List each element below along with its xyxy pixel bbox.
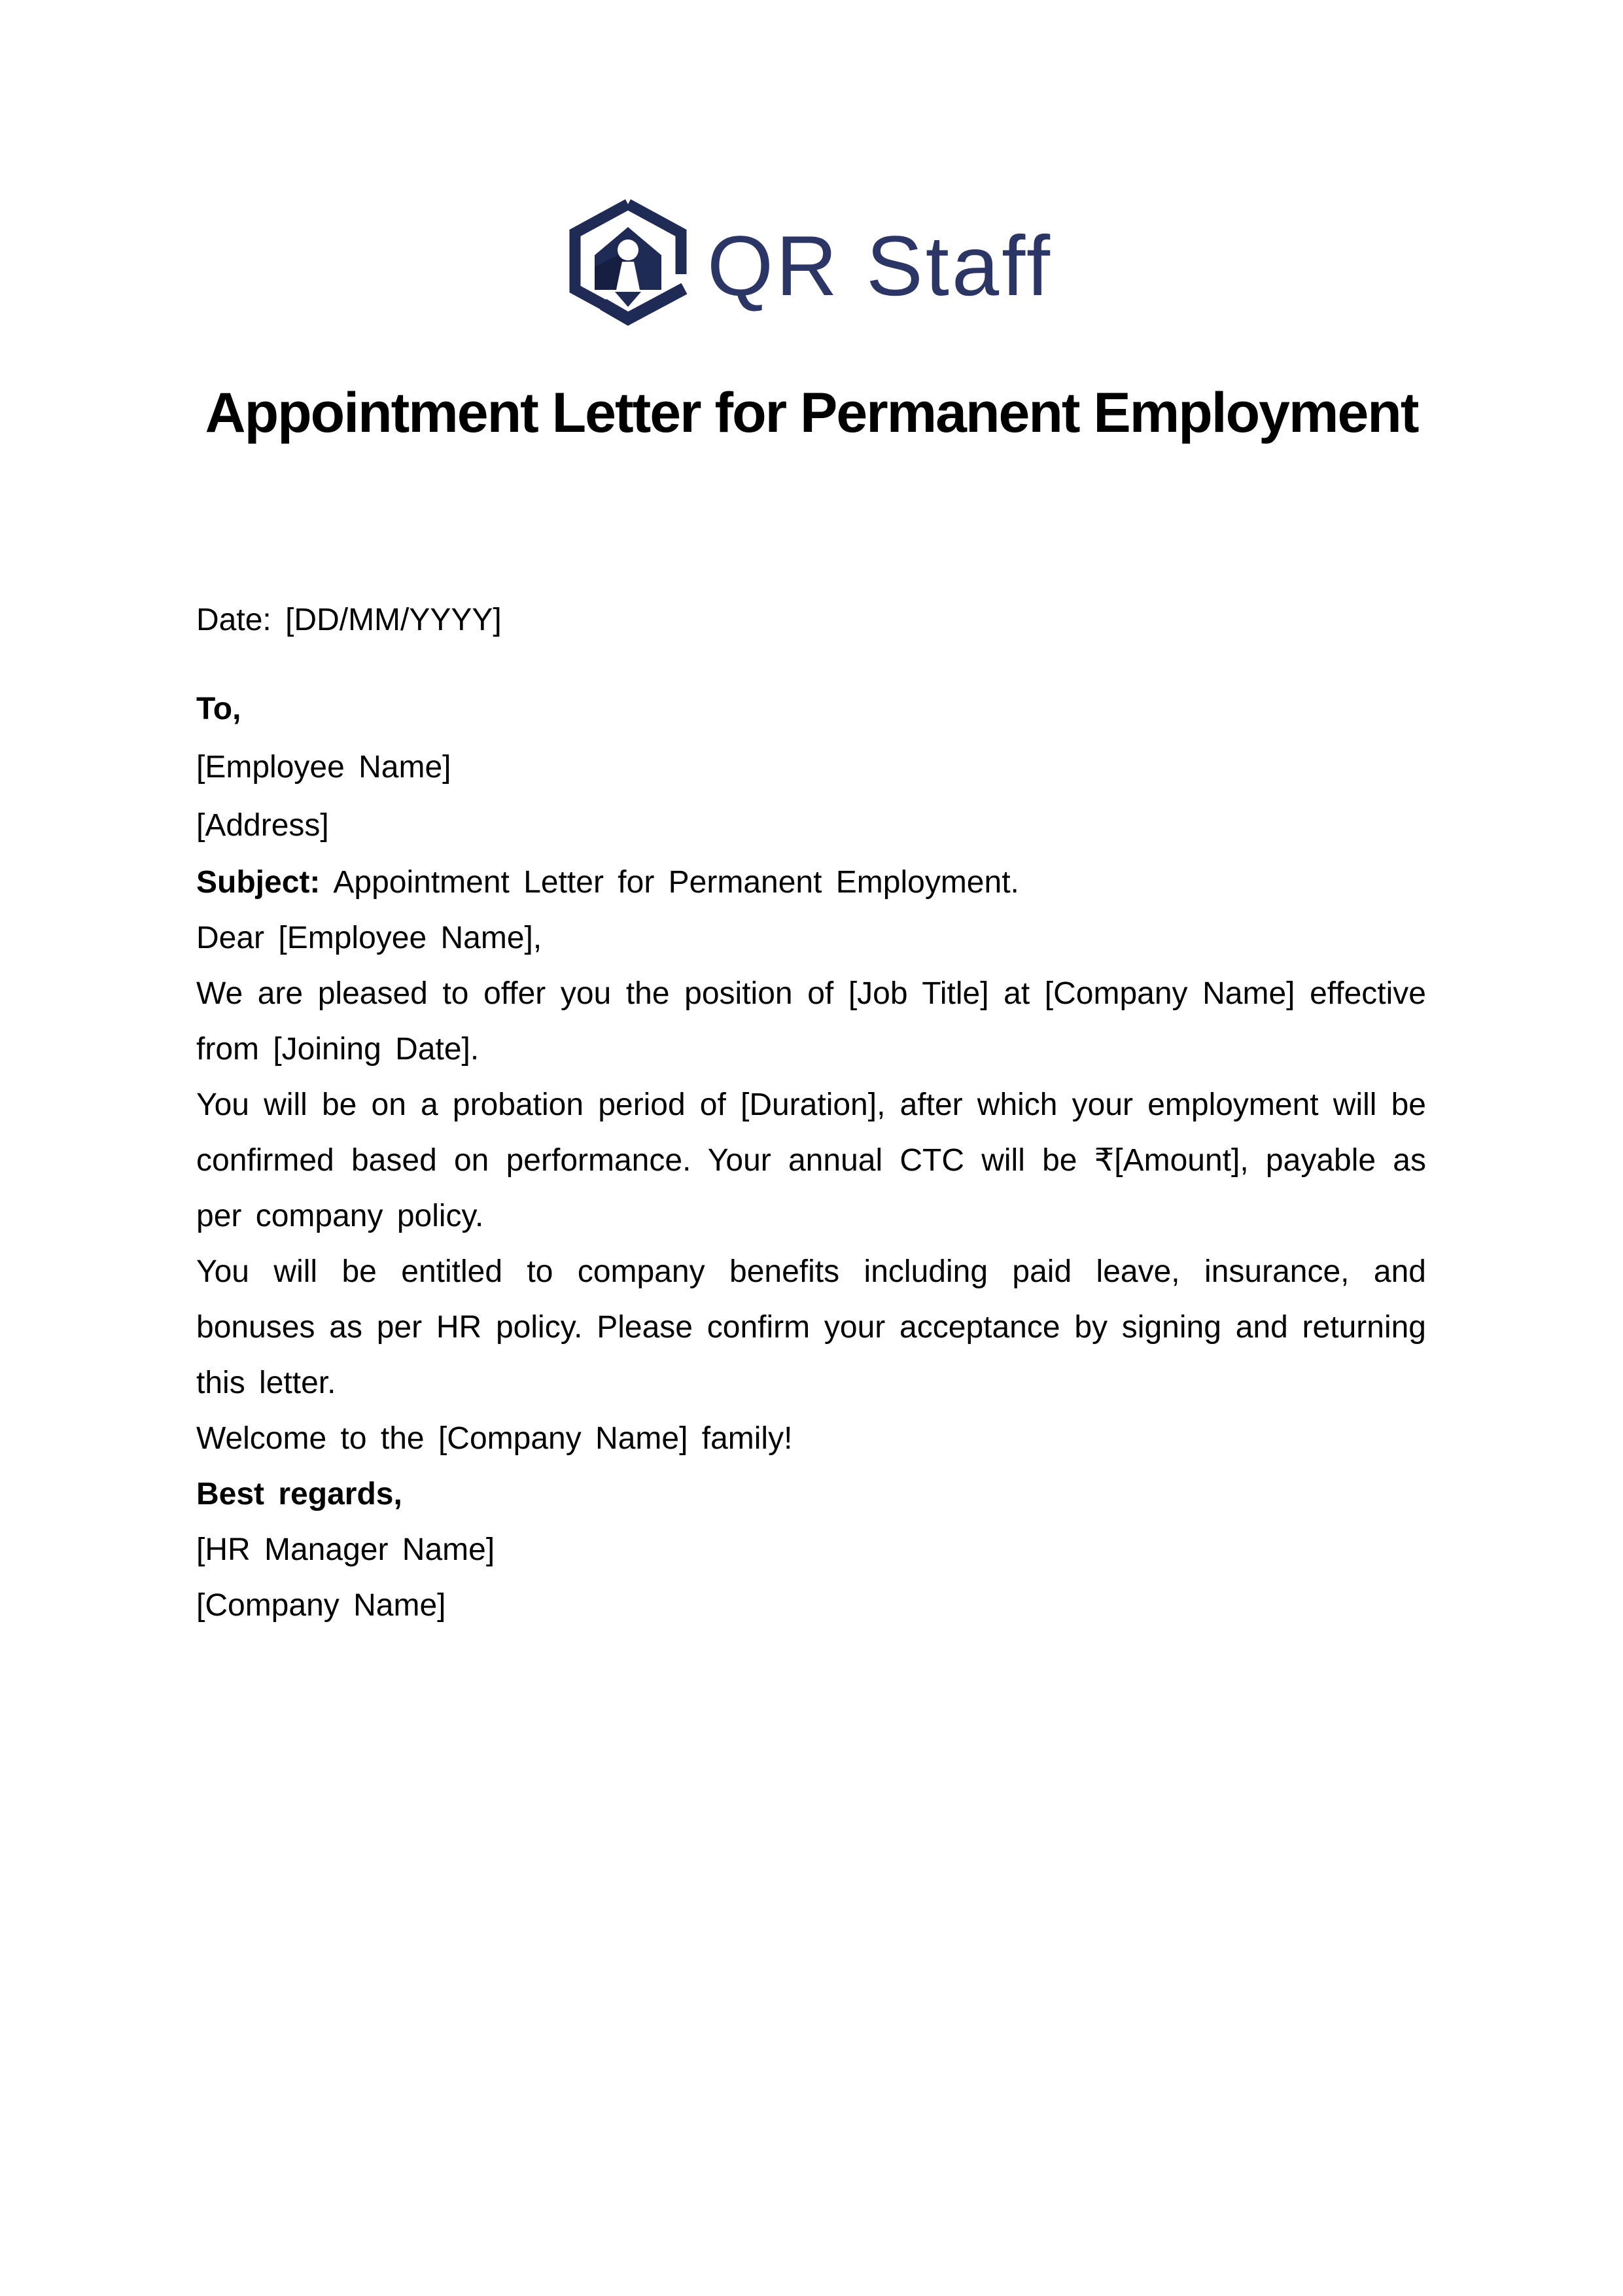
letter-body: [196, 592, 1426, 1633]
page-title: Appointment Letter for Permanent Employment: [205, 381, 1418, 444]
welcome-line: Welcome to the [Company Name] family!: [196, 1421, 793, 1456]
recipient-block: [196, 680, 1426, 855]
to-label: To,: [196, 692, 241, 726]
date-line: Date: [DD/MM/YYYY]: [196, 603, 502, 637]
paragraph-benefits: You will be entitled to company benefits including paid leave, insurance, and bonuses as per HR policy. Please confirm your acceptance by signing and returning this letter.: [196, 1254, 1426, 1400]
subject-line: [196, 855, 1426, 910]
salutation: Dear [Employee Name],: [196, 921, 542, 955]
recipient-address: [Address]: [196, 808, 329, 843]
brand-logo: [0, 198, 1623, 333]
paragraph-probation-ctc: You will be on a probation period of [Duration], after which your employment will be confirmed based on performance. Your annual CTC will be ₹[Amount], payable as per company policy.: [196, 1087, 1426, 1233]
signature-name: [HR Manager Name]: [196, 1532, 495, 1567]
recipient-name: [Employee Name]: [196, 750, 451, 785]
subject-label: Subject:: [196, 865, 321, 900]
paragraph-offer: We are pleased to offer you the position of [Job Title] at [Company Name] effective from [Joining Date].: [196, 976, 1426, 1067]
closing-label: Best regards,: [196, 1477, 402, 1511]
signature-company: [Company Name]: [196, 1588, 446, 1623]
subject-text: Appointment Letter for Permanent Employment.: [333, 865, 1019, 900]
brand-wordmark: QR Staff: [707, 218, 1053, 313]
qr-staff-hexagon-person-icon: [570, 198, 686, 333]
